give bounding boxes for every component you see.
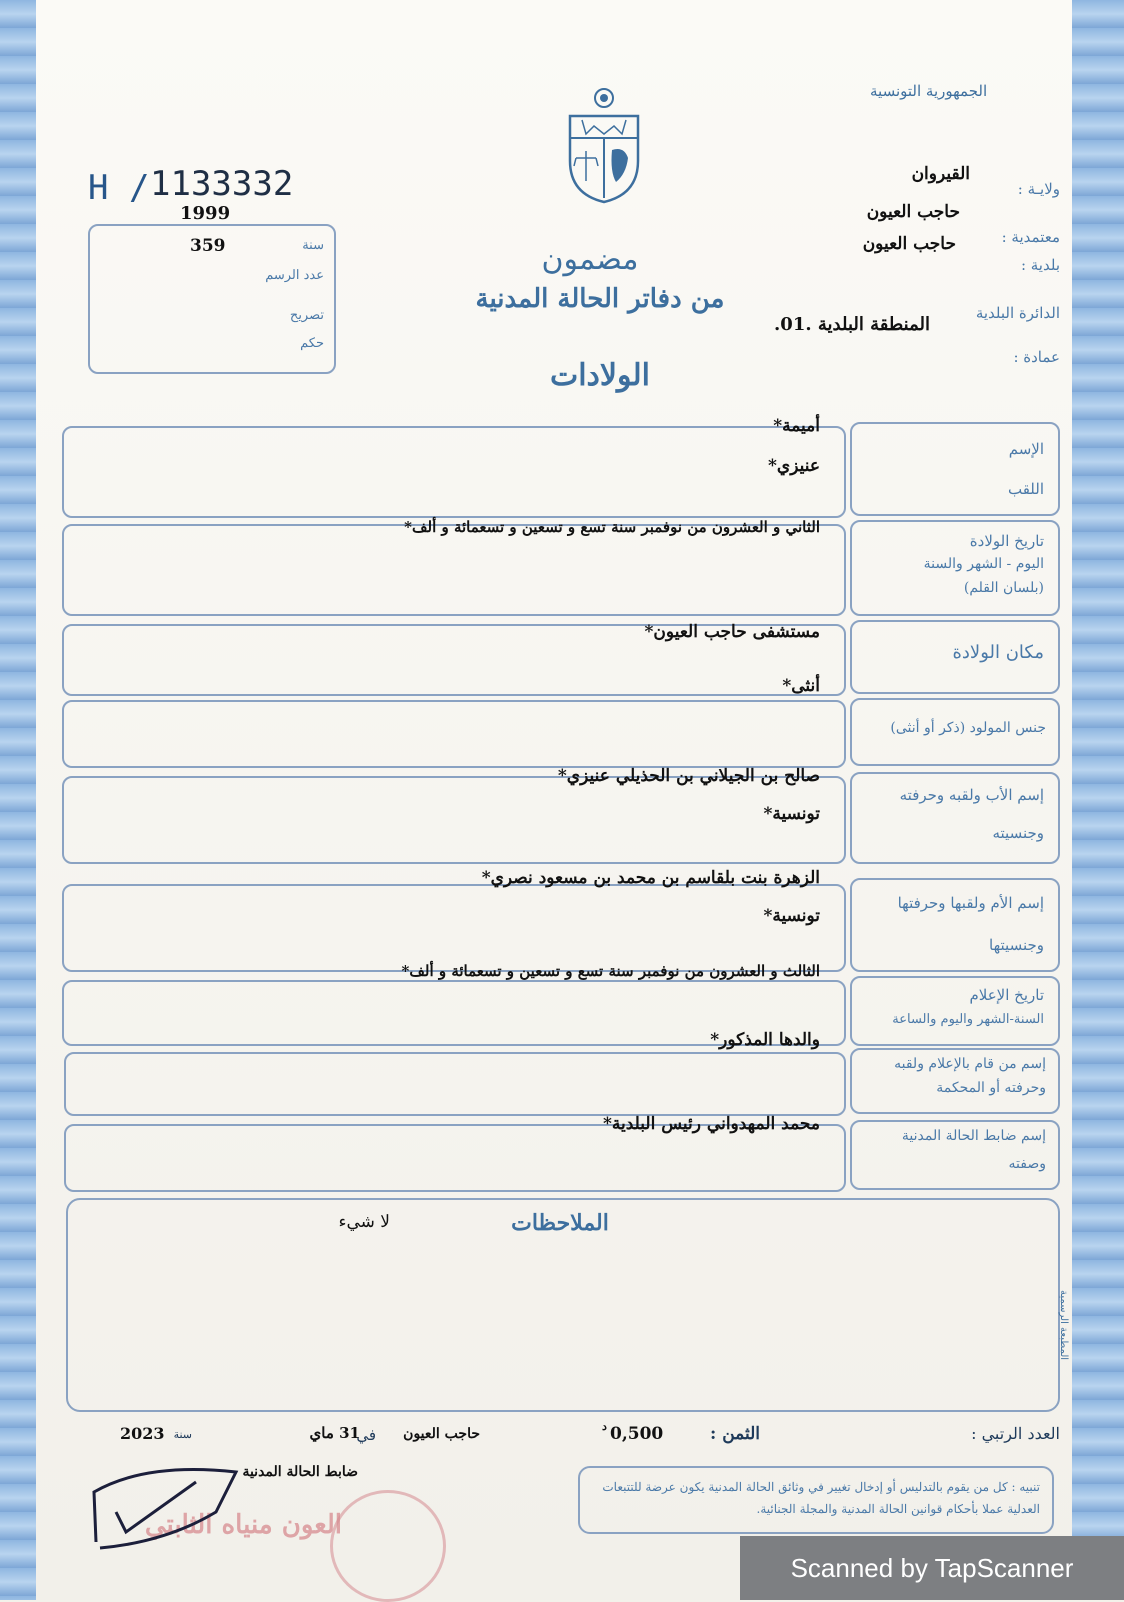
row-name-value: أميمة*: [773, 416, 820, 436]
row-father-label2: وجنسيته: [992, 824, 1044, 842]
footer-place: حاجب العيون: [403, 1426, 480, 1442]
scanner-badge: Scanned by TapScanner: [740, 1536, 1124, 1600]
row-sex-value-box: [62, 700, 846, 768]
row-sex-label: جنس المولود (ذكر أو أنثى): [890, 720, 1046, 736]
row-surname-label: اللقب: [1007, 480, 1044, 498]
delegation-label: معتمدية :: [1001, 228, 1060, 246]
footer-date-prefix: في: [356, 1426, 376, 1444]
notice-text: تنبيه : كل من يقوم بالتدليس أو إدخال تغيير في وثائق الحالة المدنية يكون عرضة للتتبعات العدلية عملا بأحكام قوانين الحالة المدنية والمجلة الجنائية.: [602, 1480, 1040, 1516]
register-year-label: سنة: [302, 238, 324, 253]
printer-mark: المطبعة الرسمية: [1058, 1290, 1069, 1361]
footer-year: 2023: [120, 1424, 165, 1443]
title-registers: من دفاتر الحالة المدنية: [475, 284, 725, 314]
footer-date: 31 ماي: [309, 1424, 360, 1442]
governorate-label: ولايـة :: [1017, 180, 1060, 198]
footer-year-label: سنة: [173, 1428, 192, 1441]
delegation-value: حاجب العيون: [866, 202, 960, 222]
serial-number: 1133332: [150, 164, 294, 204]
row-name-label: الإسم: [1008, 440, 1044, 458]
imada-label: عمادة :: [1013, 348, 1060, 366]
district-value: المنطقة البلدية .01.: [774, 314, 930, 335]
row-officer-value: محمد المهدواني رئيس البلدية*: [603, 1114, 820, 1134]
signature-icon: [86, 1452, 286, 1562]
title-births: الولادات: [549, 358, 651, 393]
register-number-value: 359: [190, 236, 226, 256]
row-sex-value: أنثى*: [782, 676, 820, 696]
row-name-label-box: [850, 422, 1060, 516]
row-declarant-label2: وحرفته أو المحكمة: [936, 1080, 1046, 1096]
remarks-label: الملاحظات: [511, 1210, 609, 1236]
row-declaration-date-value: الثالث و العشرون من نوفمبر سنة تسع و تسعين و تسعمائة و ألف*: [401, 962, 820, 980]
row-officer-label2: وصفته: [1008, 1156, 1046, 1172]
footer-price-unit: د: [602, 1420, 607, 1433]
row-birthdate-value-box: [62, 524, 846, 616]
row-birthdate-value: الثاني و العشرون من نوفمبر سنة تسع و تسعين و تسعمائة و ألف*: [404, 518, 820, 536]
title-summary: مضمون: [541, 242, 639, 277]
judgment-label: حكم: [300, 336, 324, 351]
register-number-label: عدد الرسم: [265, 268, 324, 283]
row-birthdate-label: تاريخ الولادة: [969, 532, 1044, 550]
row-birthdate-label3: (بلسان القلم): [963, 580, 1044, 596]
serial-year: 1999: [180, 203, 231, 224]
row-mother-label-box: [850, 878, 1060, 972]
row-declaration-date-label: تاريخ الإعلام: [969, 986, 1044, 1004]
row-birthplace-label: مكان الولادة: [952, 642, 1044, 663]
row-mother-label2: وجنسيتها: [989, 936, 1044, 954]
declaration-label: تصريح: [289, 308, 324, 323]
coat-of-arms-icon: [564, 86, 644, 206]
row-mother-value-box: [62, 884, 846, 972]
row-declaration-date-label2: السنة-الشهر واليوم والساعة: [892, 1012, 1044, 1027]
row-declarant-value-box: [64, 1052, 846, 1116]
row-father-label: إسم الأب ولقبه وحرفته: [899, 786, 1044, 804]
footer-price-label: الثمن :: [710, 1424, 760, 1444]
municipality-value: حاجب العيون: [862, 234, 956, 254]
row-mother-label: إسم الأم ولقبها وحرفتها: [897, 894, 1044, 912]
footer-officer-label: ضابط الحالة المدنية: [242, 1464, 358, 1480]
remarks-value: لا شيء: [338, 1212, 390, 1232]
row-surname-value: عنيزي*: [768, 456, 820, 476]
row-declarant-label: إسم من قام بالإعلام ولقبه: [894, 1056, 1046, 1072]
row-declarant-value: والدها المذكور*: [710, 1030, 820, 1050]
row-mother-nationality: تونسية*: [763, 906, 820, 926]
governorate-value: القيروان: [911, 164, 970, 184]
republic-label: الجمهورية التونسية: [870, 82, 988, 100]
serial-prefix: H /: [88, 168, 150, 208]
footer-price-value: 0,500: [610, 1424, 664, 1444]
municipality-label: بلدية :: [1020, 256, 1060, 274]
row-officer-label: إسم ضابط الحالة المدنية: [901, 1128, 1046, 1144]
row-mother-value: الزهرة بنت بلقاسم بن محمد بن مسعود نصري*: [481, 868, 820, 888]
row-birthdate-label2: اليوم - الشهر والسنة: [923, 556, 1044, 572]
row-father-nationality: تونسية*: [763, 804, 820, 824]
row-father-value: صالح بن الجيلاني بن الحذيلي عنيزي*: [557, 766, 820, 786]
footer-serial-label: العدد الرتبي :: [971, 1424, 1060, 1443]
stamp-name: العون منياه الثابتي: [144, 1510, 342, 1540]
round-stamp-icon: [330, 1490, 446, 1602]
district-label: الدائرة البلدية: [975, 304, 1060, 322]
row-birthplace-value: مستشفى حاجب العيون*: [644, 622, 820, 642]
security-border-right: [1072, 0, 1124, 1600]
row-officer-value-box: [64, 1124, 846, 1192]
